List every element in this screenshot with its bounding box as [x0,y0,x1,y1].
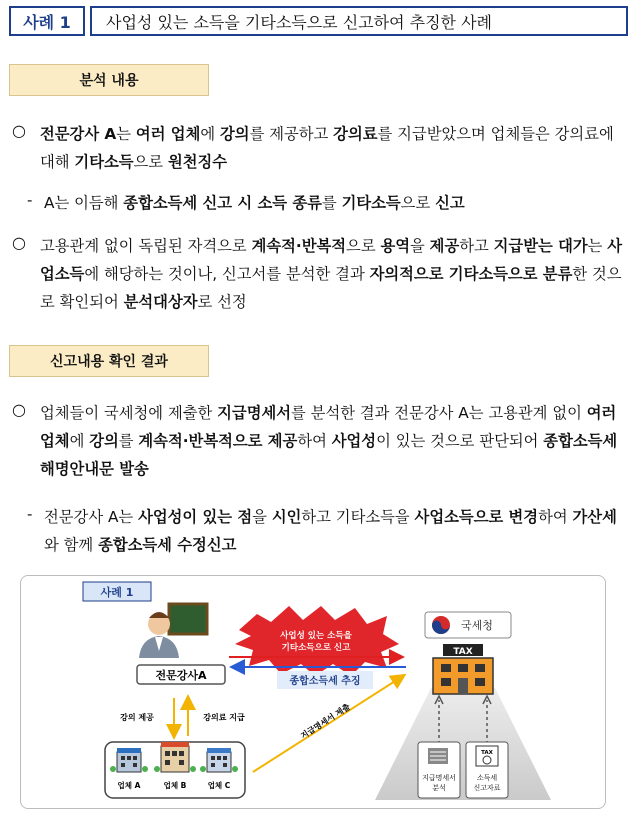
analysis-paragraph-3: 고용관계 없이 독립된 자격으로 계속적·반복적으로 용역을 제공하고 지급받는 대가는 사업소득에 해당하는 것이나, 신고서를 분석한 결과 자의적으로 기타소득으로 분류한 것으로 확인되어 분석대상자로 선정 [40,237,623,311]
income-tax-report-icon [466,742,508,798]
dash-2: - [27,505,33,523]
case-number-box [9,6,85,36]
tax-sign: TAX [453,647,473,657]
nts-label: 국세청 [461,619,493,632]
spotlight-shape [375,688,551,800]
case-diagram [20,575,606,809]
result-paragraph-1: 업체들이 국세청에 제출한 지급명세서를 분석한 결과 전문강사 A는 고용관계 없이 여러 업체에 강의를 계속적·반복적으로 제공하여 사업성이 있는 것으로 판단되어 종합소득세 해명안내문 발송 [40,404,618,478]
pay-label: 강의료 지급 [203,713,245,722]
diagram-tag-text: 사례 1 [100,586,134,599]
company-a-label: 업체 A [117,781,141,790]
bullet-1: ○ [12,121,26,140]
instructor-label: 전문강사A [155,669,207,682]
result-section-label-text: 신고내용 확인 결과 [50,354,168,370]
burst-line-2: 기타소득으로 신고 [281,643,351,653]
warning-burst [235,606,399,676]
doc2-icon-text: TAX [481,750,493,756]
analysis-paragraph-1: 전문강사 A는 여러 업체에 강의를 제공하고 강의료를 지급받았으며 업체들은 강의료에 대해 기타소득으로 원천징수 [40,125,614,171]
dash-1: - [27,191,33,209]
provide-label: 강의 제공 [120,713,154,722]
bullet-2: ○ [12,233,26,252]
payment-statement-analysis-icon [418,742,460,798]
instructor-icon [139,604,207,658]
case-diagram-svg [21,576,607,810]
doc2-line2: 신고자료 [473,784,501,792]
doc1-line2: 분석 [432,784,446,792]
case-title-box [90,6,628,36]
bullet-3: ○ [12,400,26,419]
company-b-label: 업체 B [163,781,187,790]
analysis-paragraph-2: A는 이듬해 종합소득세 신고 시 소득 종류를 기타소득으로 신고 [44,194,465,212]
statement-label: 지급명세서 제출 [299,702,352,741]
analysis-section-label [9,64,209,96]
case-title: 사업성 있는 소득을 기타소득으로 신고하여 추징한 사례 [106,12,493,32]
diagram-tag [83,582,151,601]
doc1-line1: 지급명세서 [422,774,456,782]
tax-office-building-icon [433,644,493,694]
doc2-line1: 소득세 [476,774,498,782]
analysis-section-label-text: 분석 내용 [79,73,139,89]
result-section-label [9,345,209,377]
burst-line-1: 사업성 있는 소득을 [280,631,352,641]
result-paragraph-2: 전문강사 A는 사업성이 있는 점을 시인하고 기타소득을 사업소득으로 변경하여 가산세와 함께 종합소득세 수정신고 [44,508,617,554]
case-number: 사례 1 [23,12,71,32]
company-c-label: 업체 C [207,781,231,790]
recovery-label: 종합소득세 추징 [289,676,361,687]
nts-logo [425,612,511,638]
